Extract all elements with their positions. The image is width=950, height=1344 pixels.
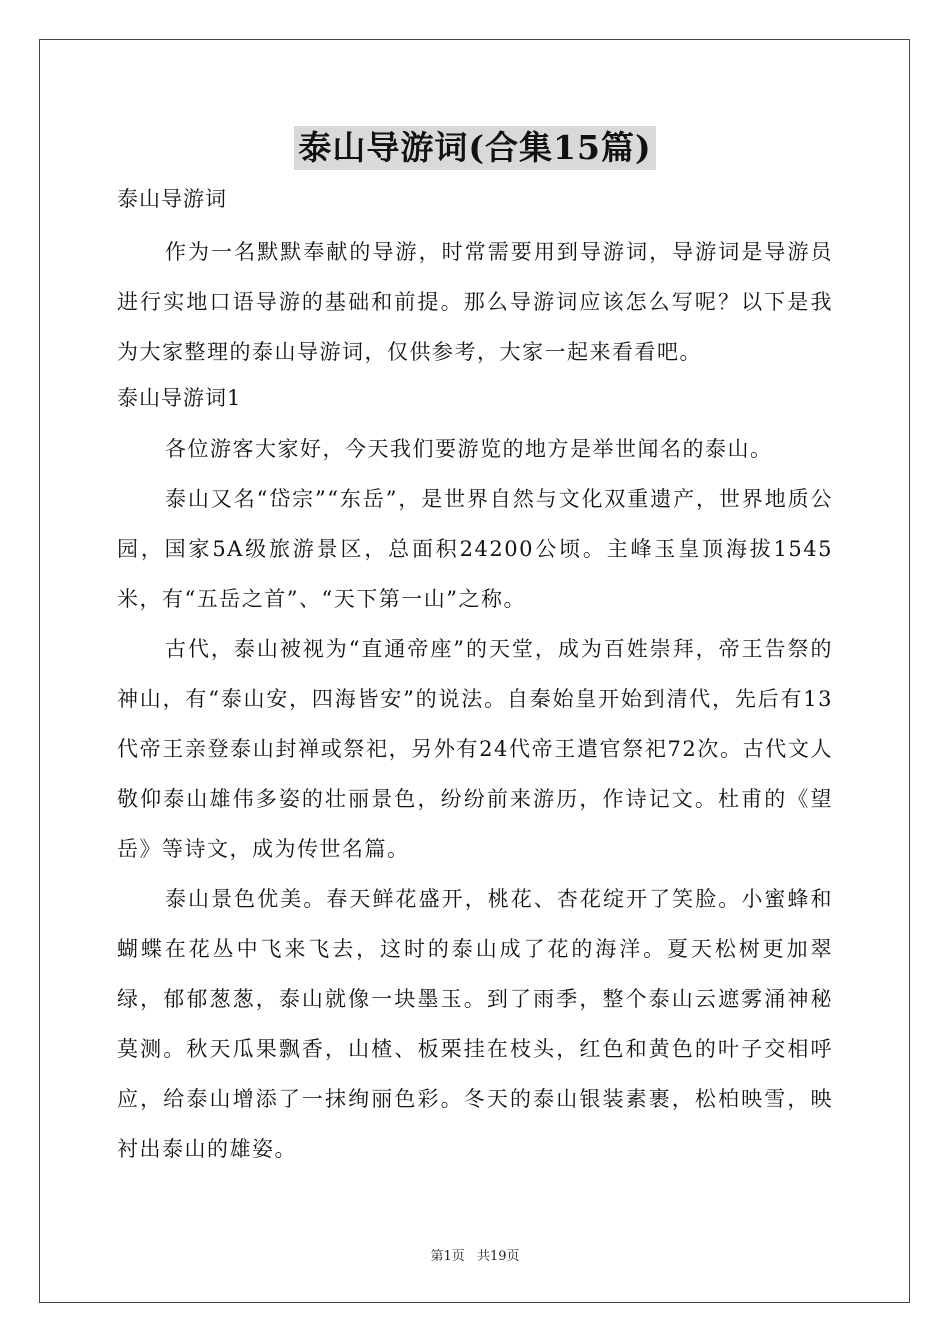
paragraph: 泰山景色优美。春天鲜花盛开，桃花、杏花绽开了笑脸。小蜜蜂和蝴蝶在花丛中飞来飞去，这时的泰山成了花的海洋。夏天松树更加翠绿，郁郁葱葱，泰山就像一块墨玉。到了雨季，整个泰山云遮雾涌神秘莫测。秋天瓜果飘香，山楂、板栗挂在枝头，红色和黄色的叶子交相呼应，给泰山增添了一抹绚丽色彩。冬天的泰山银装素裹，松柏映雪，映衬出泰山的雄姿。 [117,887,833,1161]
page-total: 共19页 [476,1249,520,1264]
paragraph: 泰山又名“岱宗”“东岳”，是世界自然与文化双重遗产，世界地质公园，国家5A级旅游景区，总面积24200公顷。主峰玉皇顶海拔1545米，有“五岳之首”、“天下第一山”之称。 [117,487,833,611]
document-title: 泰山导游词(合集15篇) [294,126,655,170]
paragraph: 古代，泰山被视为“直通帝座”的天堂，成为百姓崇拜，帝王告祭的神山，有“泰山安，四海皆安”的说法。自秦始皇开始到清代，先后有13代帝王亲登泰山封禅或祭祀，另外有24代帝王遣官祭祀72次。古代文人敬仰泰山雄伟多姿的壮丽景色，纷纷前来游历，作诗记文。杜甫的《望岳》等诗文，成为传世名篇。 [117,637,833,861]
paragraph: 各位游客大家好，今天我们要游览的地方是举世闻名的泰山。 [165,437,773,461]
page-number: 第1页 [430,1249,465,1264]
title-wrap [0,126,950,170]
section-heading: 泰山导游词 [117,187,227,211]
document-body [117,178,833,1174]
paragraph: 作为一名默默奉献的导游，时常需要用到导游词，导游词是导游员进行实地口语导游的基础和前提。那么导游词应该怎么写呢？以下是我为大家整理的泰山导游词，仅供参考，大家一起来看看吧。 [117,240,833,364]
section-heading: 泰山导游词1 [117,386,242,410]
page-footer [0,1248,950,1266]
